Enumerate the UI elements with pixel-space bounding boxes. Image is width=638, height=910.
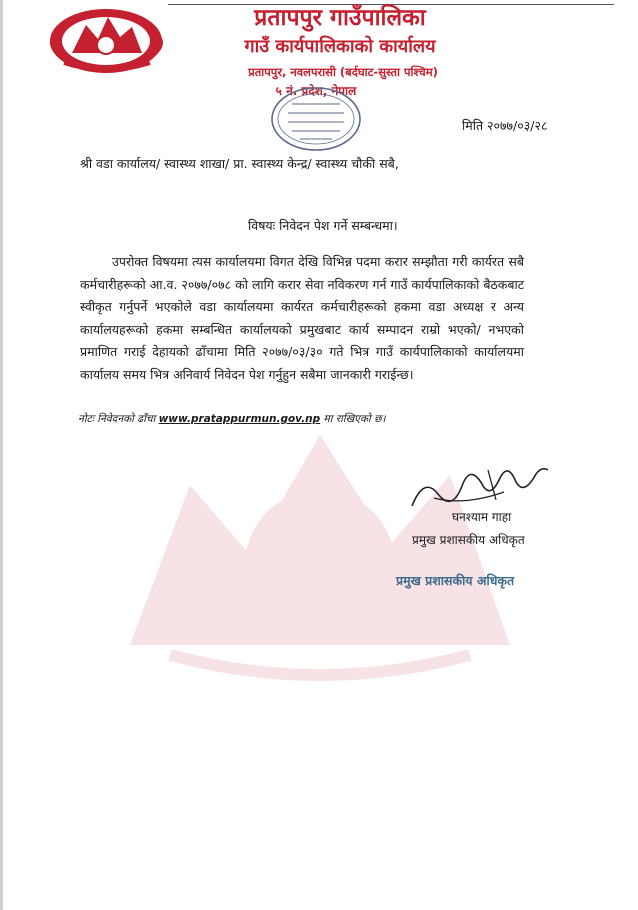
note-suffix: मा राखिएको छ। <box>323 413 386 425</box>
office-address: प्रतापपुर, नवलपरासी (बर्दघाट-सुस्ता पश्चिम) <box>248 65 438 79</box>
website-link[interactable]: www.pratappurmun.gov.np <box>158 413 321 425</box>
official-seal-title: प्रमुख प्रशासकीय अधिकृत <box>396 573 515 588</box>
municipality-name: प्रतापपुर गाउँपालिका <box>254 5 426 31</box>
subject-line: विषयः निवेदन पेश गर्ने सम्बन्धमा। <box>248 218 398 233</box>
emblem-logo <box>46 3 168 75</box>
office-name: गाउँ कार्यपालिकाको कार्यालय <box>244 36 436 57</box>
office-stamp <box>270 86 362 152</box>
scan-edge <box>0 0 3 910</box>
recipient-line: श्री वडा कार्यालय/ स्वास्थ्य शाखा/ प्रा. स्वास्थ्य केन्द्र/ स्वास्थ्य चौकी सबै, <box>80 156 399 171</box>
province-line: ५ नं. प्रदेश, नेपाल <box>275 84 357 98</box>
note-line <box>78 412 385 426</box>
signatory-name: घनश्याम गाहा <box>452 510 512 524</box>
letter-date: मिति २०७७/०३/२८ <box>462 118 548 133</box>
handwritten-signature <box>404 456 554 516</box>
signatory-title: प्रमुख प्रशासकीय अधिकृत <box>412 533 525 547</box>
letter-body: उपरोक्त विषयमा त्यस कार्यालयमा विगत देखि विभिन्न पदमा करार सम्झौता गरी कार्यरत सबै कर्मचारीहरूको आ.व. २०७७/०७८ को लागि करार सेवा नविकरण गर्न गाउँ कार्यपालिकाको बैठकबाट स्वीकृत गर्नुपर्ने भएकोले वडा कार्यालयमा कार्यरत कर्मचारीहरूको हकमा वडा अध्यक्ष र अन्य कार्यालयहरूको हकमा सम्बन्धित कार्यालयको प्रमुखबाट कार्य सम्पादन राम्रो भएको/ नभएको प्रमाणित गराई देहायको ढाँचामा मिति २०७७/०३/३० गते भित्र गाउँ कार्यपालिकाको कार्यालयमा कार्यालय समय भित्र अनिवार्य निवेदन पेश गर्नुहुन सबैमा जानकारी गराईन्छ। <box>80 254 524 382</box>
note-prefix: नोटः निवेदनको ढाँचा <box>78 413 156 425</box>
